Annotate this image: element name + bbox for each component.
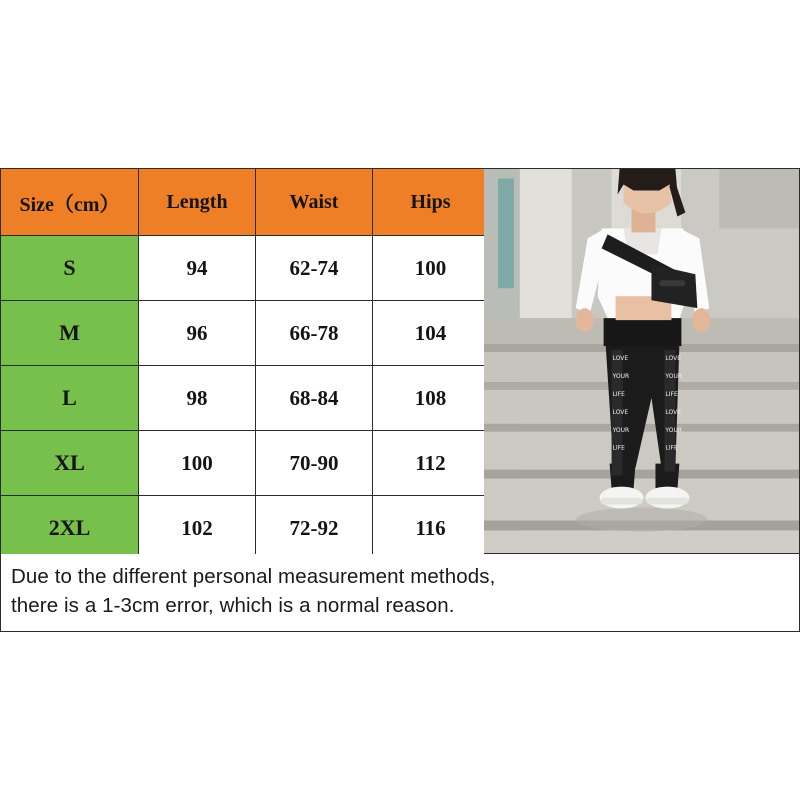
size-chart-body bbox=[1, 236, 489, 561]
model-photo bbox=[484, 168, 800, 554]
model-photo-illustration bbox=[484, 169, 799, 553]
size-chart-table bbox=[0, 168, 489, 561]
table-row bbox=[1, 301, 489, 366]
measurement-note bbox=[0, 554, 800, 632]
svg-text:LOVE: LOVE bbox=[612, 408, 629, 416]
cell-length: 102 bbox=[139, 496, 256, 561]
header-cell-waist: Waist bbox=[256, 169, 373, 236]
svg-text:LIFE: LIFE bbox=[665, 390, 678, 398]
cell-length: 96 bbox=[139, 301, 256, 366]
cell-length: 100 bbox=[139, 431, 256, 496]
size-chart-block bbox=[0, 168, 800, 632]
table-row bbox=[1, 366, 489, 431]
cell-waist: 66-78 bbox=[256, 301, 373, 366]
table-row bbox=[1, 431, 489, 496]
header-cell-hips: Hips bbox=[373, 169, 489, 236]
svg-text:YOUR: YOUR bbox=[612, 372, 630, 380]
cell-hips: 104 bbox=[373, 301, 489, 366]
svg-text:LIFE: LIFE bbox=[665, 444, 678, 452]
svg-text:YOUR: YOUR bbox=[665, 426, 682, 434]
cell-size: S bbox=[1, 236, 139, 301]
svg-text:YOUR: YOUR bbox=[612, 426, 630, 434]
svg-text:YOUR: YOUR bbox=[665, 372, 682, 380]
header-cell-length: Length bbox=[139, 169, 256, 236]
svg-text:LIFE: LIFE bbox=[612, 390, 625, 398]
cell-hips: 112 bbox=[373, 431, 489, 496]
note-line-1: Due to the different personal measurement methods, bbox=[11, 565, 496, 588]
cell-length: 98 bbox=[139, 366, 256, 431]
svg-text:LIFE: LIFE bbox=[612, 444, 625, 452]
cell-waist: 70-90 bbox=[256, 431, 373, 496]
cell-size: 2XL bbox=[1, 496, 139, 561]
cell-hips: 108 bbox=[373, 366, 489, 431]
cell-waist: 68-84 bbox=[256, 366, 373, 431]
cell-hips: 100 bbox=[373, 236, 489, 301]
note-line-2: there is a 1-3cm error, which is a normal reason. bbox=[11, 594, 455, 617]
cell-size: XL bbox=[1, 431, 139, 496]
svg-text:LOVE: LOVE bbox=[612, 355, 629, 363]
cell-waist: 62-74 bbox=[256, 236, 373, 301]
table-row bbox=[1, 236, 489, 301]
cell-size: L bbox=[1, 366, 139, 431]
header-cell-size: Size（cm） bbox=[1, 169, 139, 236]
size-chart-header-row bbox=[1, 169, 489, 236]
cell-length: 94 bbox=[139, 236, 256, 301]
cell-size: M bbox=[1, 301, 139, 366]
cell-waist: 72-92 bbox=[256, 496, 373, 561]
svg-text:LOVE: LOVE bbox=[665, 408, 681, 416]
svg-text:LOVE: LOVE bbox=[665, 355, 681, 363]
cell-hips: 116 bbox=[373, 496, 489, 561]
table-row bbox=[1, 496, 489, 561]
